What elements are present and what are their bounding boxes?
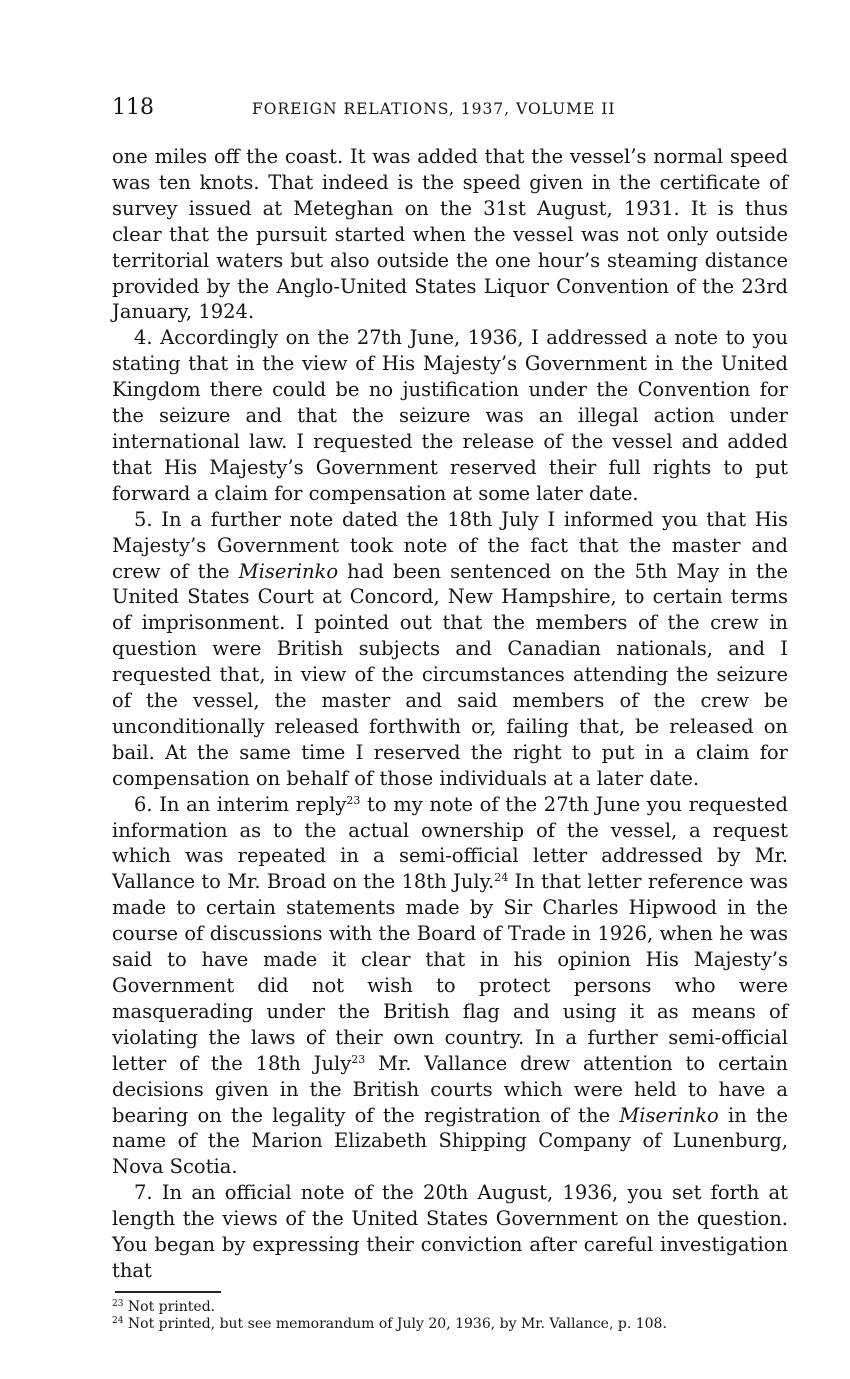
footnotes (112, 1299, 788, 1333)
footnote-text: Not printed. (127, 1298, 216, 1315)
paragraph-5 (112, 507, 788, 792)
paragraph-text: 7. In an official note of the 20th August, 1936, you set forth at length the views of the United States Government on the question. You began by expressing their conviction after careful investigation that (112, 1181, 788, 1282)
footnote-divider (115, 1291, 221, 1293)
running-title: FOREIGN RELATIONS, 1937, VOLUME II (252, 100, 616, 118)
paragraph-7 (112, 1180, 788, 1284)
footnote-mark: 24 (112, 1315, 124, 1326)
footnote-mark: 23 (112, 1298, 124, 1309)
paragraph-text: to my note of the 27th June you requested information as to the actual ownership of the vessel, a request which was repeated in a semi-official letter addressed by Mr. Vallance to Mr. Broad on the 18th July. (112, 792, 788, 894)
document-page (112, 94, 788, 1333)
paragraph-text: 4. Accordingly on the 27th June, 1936, I addressed a note to you stating that in the view of His Majesty’s Government in the United Kingdom there could be no justification under the Convention for the seizure and that the seizure was an illegal action under international law. I requested the release of the vessel and added that His Majesty’s Government reserved their full rights to put forward a claim for compensation at some later date. (112, 326, 788, 505)
paragraph-continued (112, 144, 788, 325)
footnote-reference: 23 (346, 793, 361, 807)
footnote-text: Not printed, but see memorandum of July 20, 1936, by Mr. Vallance, p. 108. (127, 1315, 667, 1332)
paragraph-text: 5. In a further note dated the 18th July I informed you that His Majesty’s Government took note of the fact that the master and crew of the (112, 507, 788, 583)
ship-name: Miserinko (238, 559, 339, 583)
paragraph-text: In that letter reference was made to certain statements made by Sir Charles Hipwood in the course of discussions with the Board of Trade in 1926, when he was said to have made it clear that in his opinion His Majesty’s Government did not wish to protect persons who were masquerading under the British flag and using it as means of violating the laws of their own country. In a further semi-official letter of the 18th July (112, 870, 789, 1075)
page-header (112, 94, 788, 130)
footnote-23 (112, 1299, 788, 1316)
footnote-reference: 24 (494, 871, 509, 885)
paragraph-text: one miles off the coast. It was added that the vessel’s normal speed was ten knots. That indeed is the speed given in the certificate of survey issued at Meteghan on the 31st August, 1931. It is thus clear that the pursuit started when the vessel was not only outside territorial waters but also outside the one hour’s steaming distance provided by the Anglo-United States Liquor Convention of the 23rd January, 1924. (112, 145, 788, 324)
paragraph-text: in the name of the Marion Elizabeth Shipping Company of Lunenburg, Nova Scotia. (112, 1103, 788, 1179)
document-body (112, 144, 788, 1284)
paragraph-6 (112, 792, 788, 1181)
page-number: 118 (112, 95, 154, 120)
paragraph-text: 6. In an interim reply (134, 792, 347, 816)
footnote-reference: 23 (351, 1052, 366, 1066)
paragraph-text: Mr. Vallance drew attention to certain decisions given in the British courts which were held to have a bearing on the legality of the registration of the (112, 1051, 788, 1127)
footnote-24 (112, 1316, 788, 1333)
paragraph-text: had been sentenced on the 5th May in the United States Court at Concord, New Hampshire, to certain terms of imprisonment. I pointed out that the members of the crew in question were British subjects and Canadian nationals, and I requested that, in view of the circumstances attending the seizure of the vessel, the master and said members of the crew be unconditionally released forthwith or, failing that, be released on bail. At the same time I reserved the right to put in a claim for compensation on behalf of those individuals at a later date. (112, 559, 789, 790)
ship-name: Miserinko (619, 1103, 719, 1127)
paragraph-4 (112, 325, 788, 506)
